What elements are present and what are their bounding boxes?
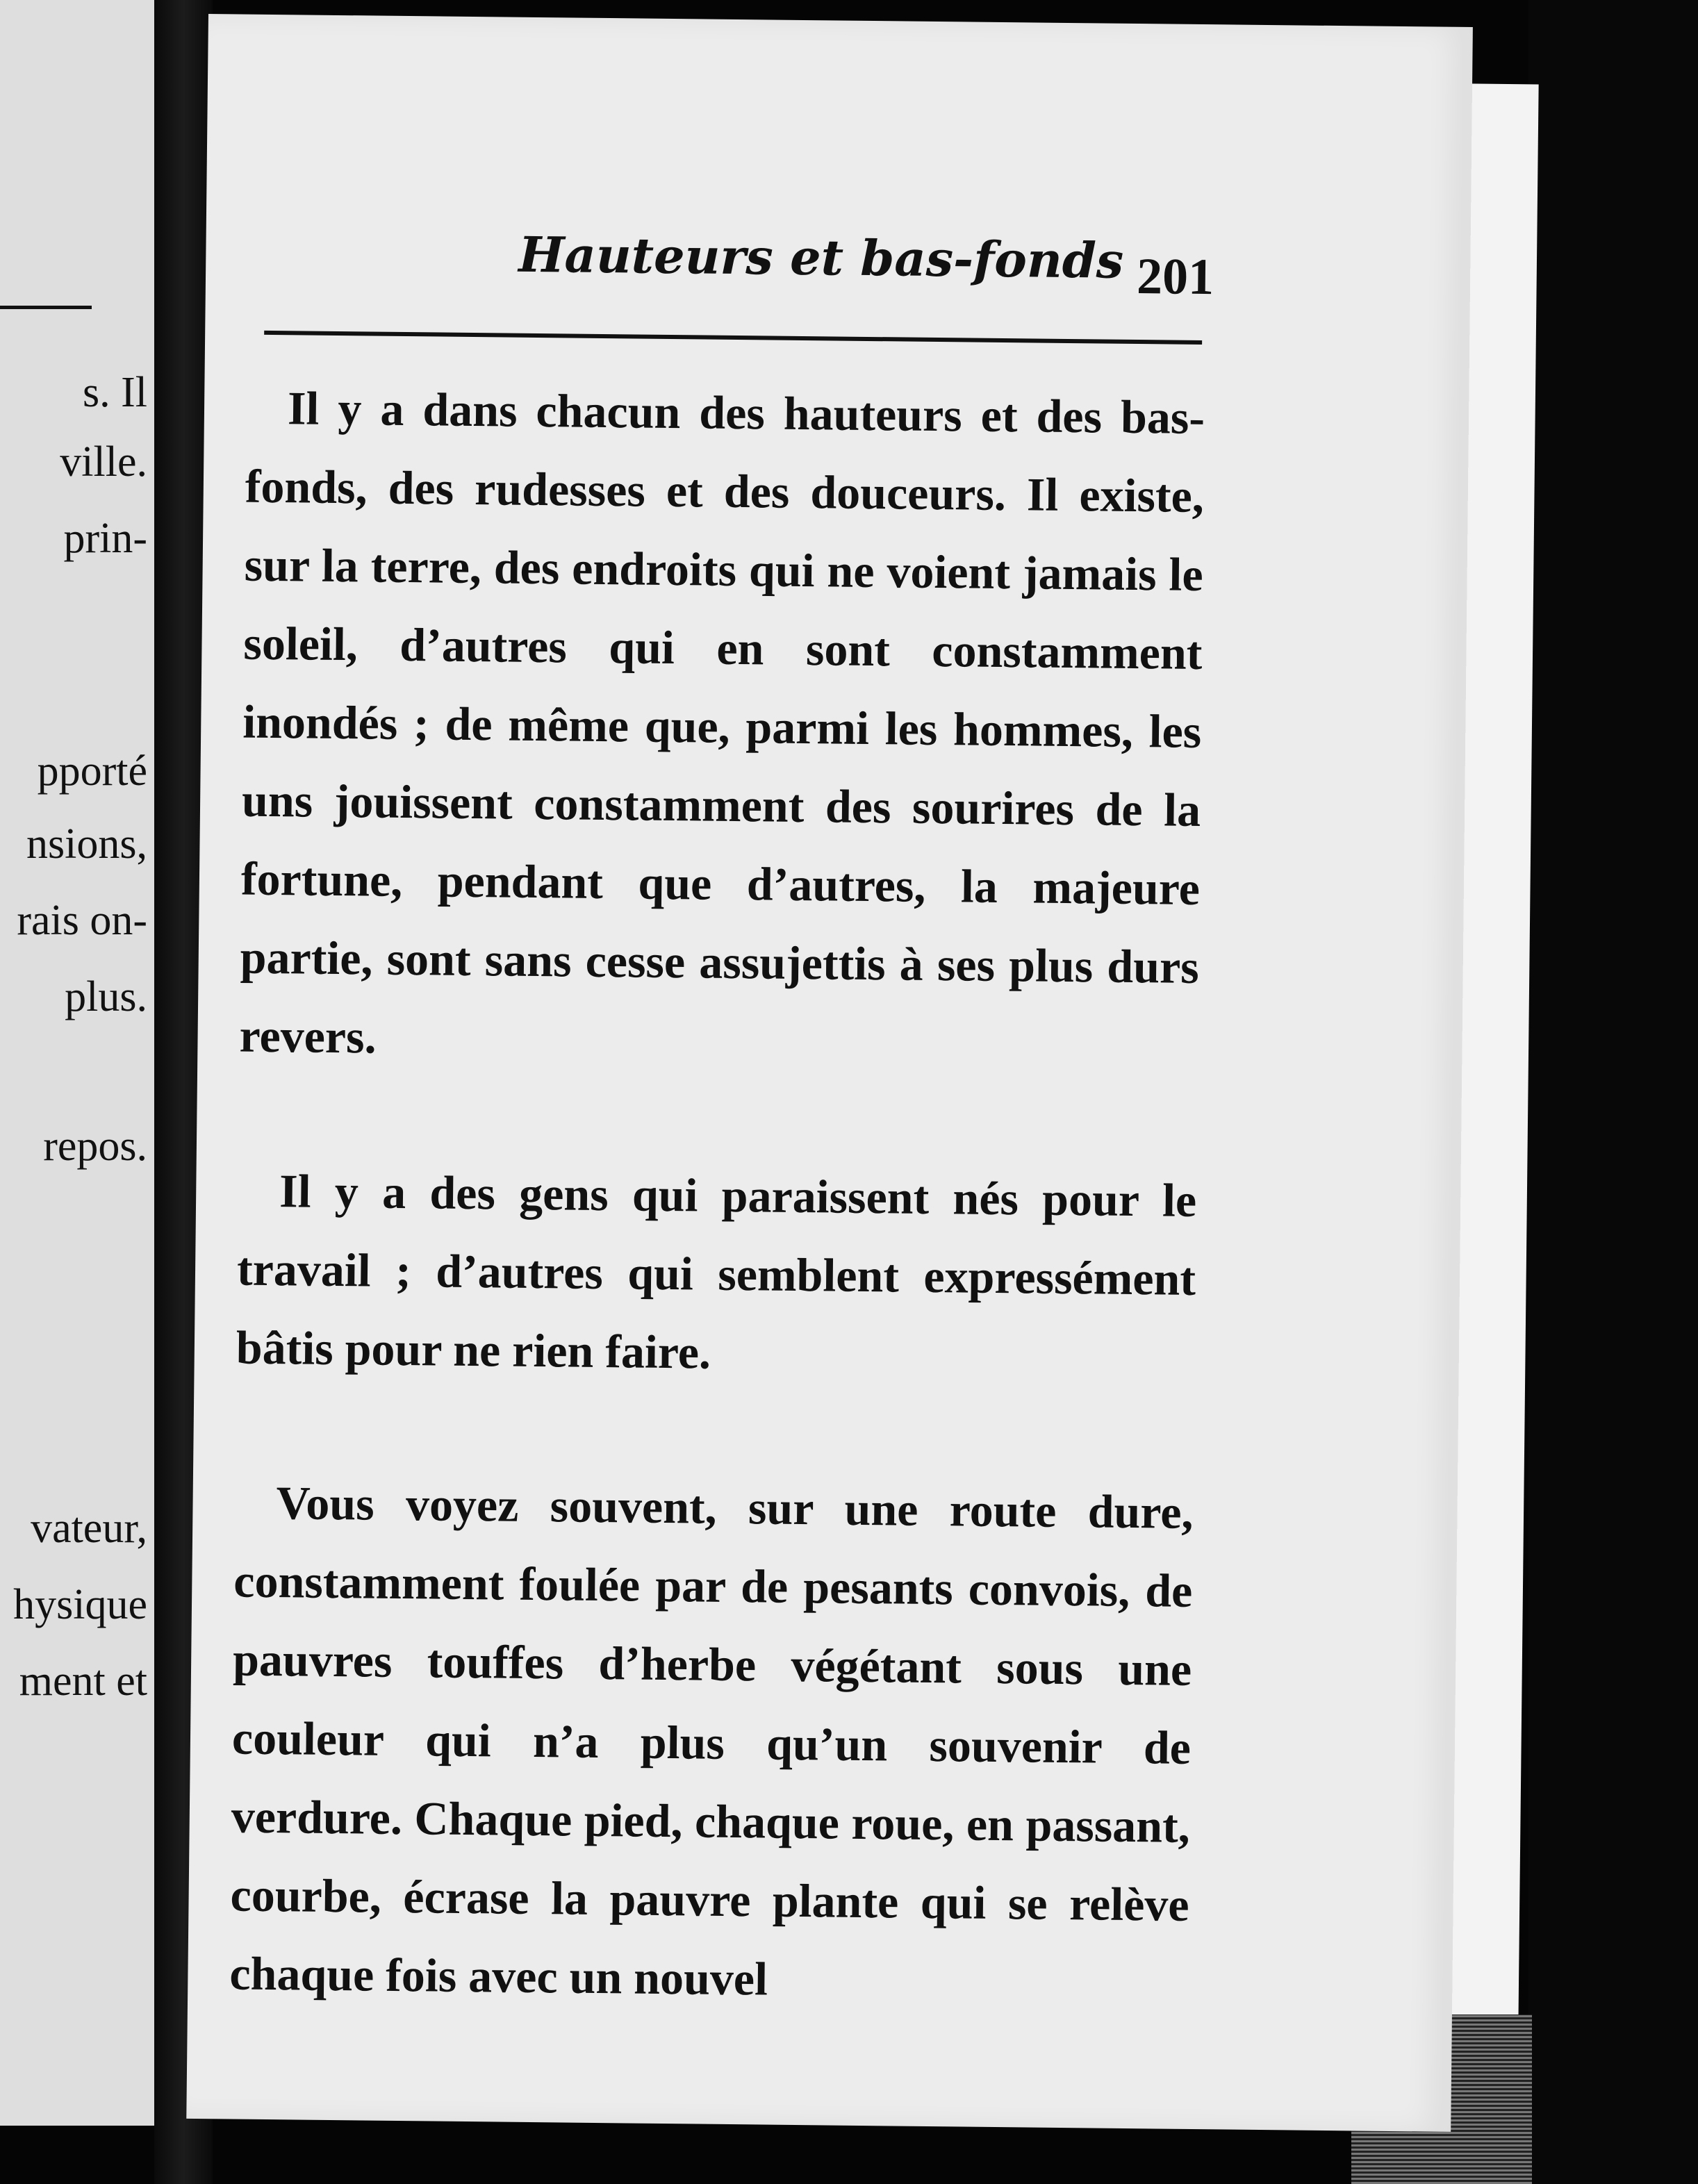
- left-page-line: prin-: [63, 515, 147, 562]
- left-page-rule: [0, 306, 92, 309]
- left-page: [0, 0, 154, 2126]
- header-rule: [264, 331, 1202, 345]
- page-number: 201: [1136, 248, 1214, 306]
- left-page-line: hysique: [13, 1581, 147, 1628]
- paragraph: Il y a dans chacun des hauteurs et des bas-fonds, des rudesses et des douceurs. Il existe, sur la terre, des endroits qui ne voient jamais le soleil, d’autres qui en sont constamment inondés ; de même que, parmi les hommes, les uns jouissent constamment des sourires de la fortune, pendant que d’autres, la majeure partie, sont sans cesse assujettis à ses plus durs revers.: [239, 381, 1205, 1064]
- left-page-line: nsions,: [26, 820, 147, 868]
- left-page-line: repos.: [43, 1123, 147, 1170]
- left-page-line: vateur,: [31, 1505, 147, 1552]
- book-cover-edge: [1528, 0, 1698, 2184]
- left-page-line: pporté: [37, 747, 147, 795]
- left-page-line: plus.: [65, 973, 147, 1020]
- paragraph: Vous voyez souvent, sur une route dure, constamment foulée par de pesants convois, de pauvres touffes d’herbe végétant sous une couleur qui n’a plus qu’un souvenir de verdure. Chaque pied, chaque roue, en passant, courbe, écrase la pauvre plante qui se relève chaque fois avec un nouvel: [229, 1476, 1194, 2005]
- left-page-line: ville.: [60, 438, 147, 486]
- left-page-line: ment et: [19, 1657, 147, 1705]
- left-page-line: s. Il: [83, 369, 147, 416]
- main-page: [186, 14, 1473, 2132]
- body-text: [229, 369, 1205, 2099]
- left-page-line: rais on-: [17, 897, 147, 944]
- running-head: Hauteurs et bas-fonds: [518, 225, 1124, 290]
- paragraph: Il y a des gens qui paraissent nés pour le travail ; d’autres qui semblent expressément bâtis pour ne rien faire.: [236, 1164, 1197, 1379]
